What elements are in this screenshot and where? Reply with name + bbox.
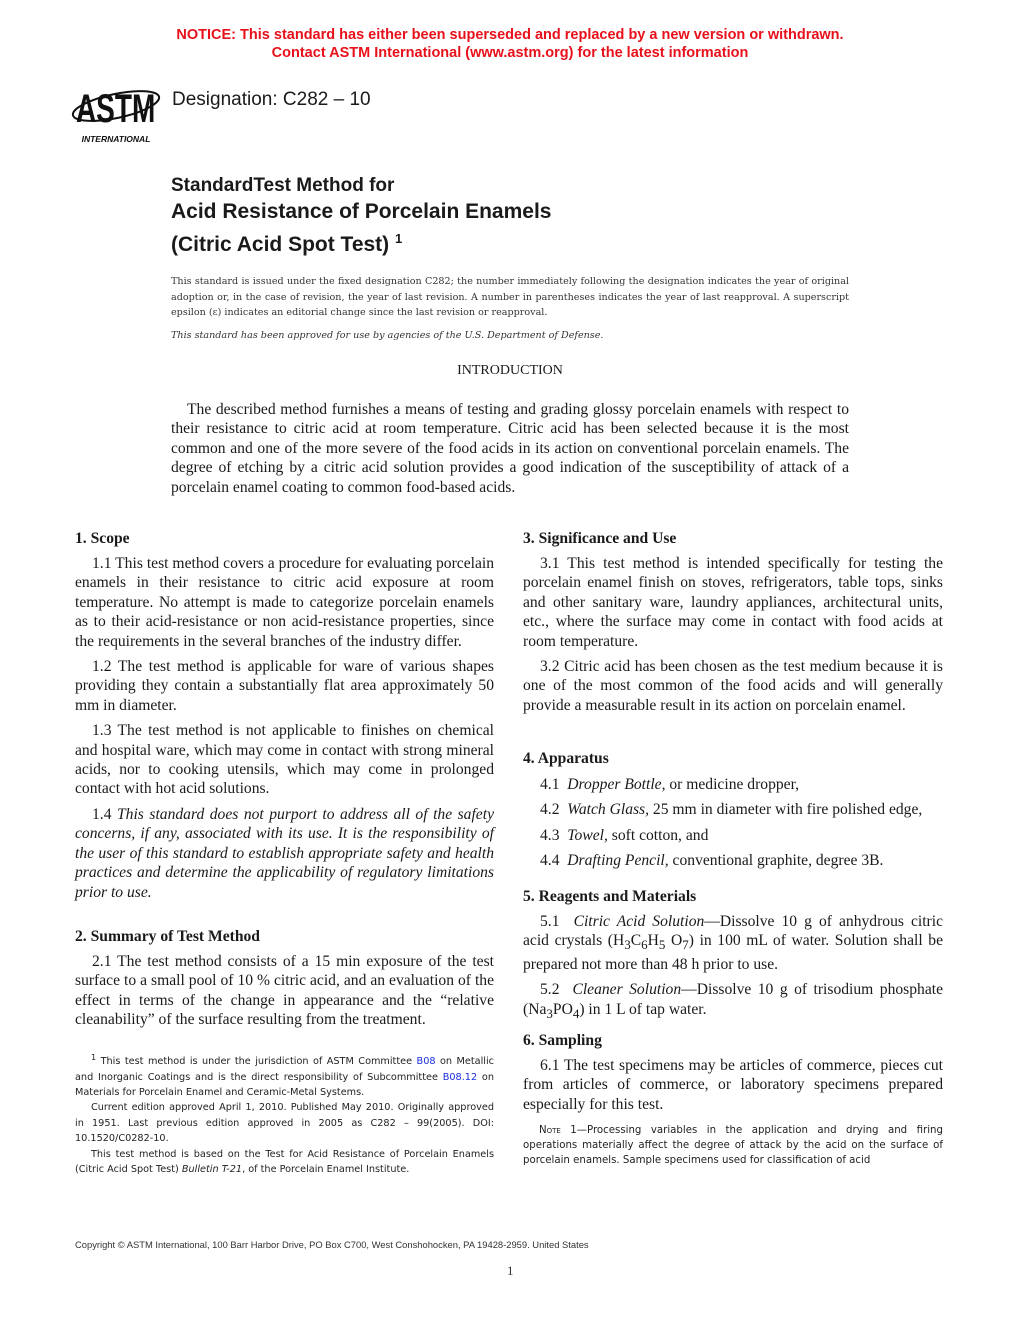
paragraph-6-1: 6.1 The test specimens may be articles of commerce, pieces cut from articles of commerce, or laboratory specimens prepared especially for this test. [523,1057,943,1113]
title-line-2: Acid Resistance of Porcelain Enamels [171,200,552,223]
paragraph-1-2: 1.2 The test method is applicable for ware of various shapes providing they contain a substantially flat area approximately 50 mm in diameter. [75,658,494,714]
section-heading: 4. Apparatus [523,750,609,767]
item-number: 4.4 [540,852,560,870]
item-name: Watch Glass, [567,801,650,819]
text: ) in 100 mL of water. Solution shall be prepared not more than 48 h prior to use. [523,932,943,973]
section-heading: 2. Summary of Test Method [75,928,260,945]
notice-line-1: NOTICE: This standard has either been superseded and replaced by a new version or withdrawn. [176,27,844,43]
item-desc: or medicine dropper, [665,776,800,793]
withdrawn-notice [0,26,1020,62]
text: C [630,932,642,950]
section-reagents [523,887,943,1023]
paragraph-1-1: 1.1 This test method covers a procedure for evaluating porcelain enamels in their resistance to citric acid exposure at room temperature. No attempt is made to categorize porcelain enamels as to their acid-resistance or non acid-resistance properties, since the requirements in the several branches of the industry differ. [75,555,494,650]
notice-line-2: Contact ASTM International (www.astm.org) for the latest information [271,45,749,61]
item-number: 4.1 [540,776,560,793]
text: —Dissolve 10 g of anhydrous citric acid crystals (H [523,913,943,950]
subscript: 6 [641,937,648,953]
paragraph-5-2 [523,980,943,1023]
paragraph-number: 1.4 [92,805,112,823]
bulletin-reference: Bulletin T-21 [181,1164,243,1176]
edition-note: Current edition approved April 1, 2010. Published May 2010. Originally approved in 1951. Last previous edition approved in 2005 as C282 – 99(2005). DOI: 10.1520/C0282-10. [75,1102,494,1145]
section-scope [75,529,494,902]
based-on-note [75,1147,494,1178]
apparatus-item [523,851,943,870]
introduction-text: The described method furnishes a means of testing and grading glossy porcelain enamels with respect to their resistance to citric acid at room temperature. Citric acid has been selected because it is the most common and one of the more severe of the food acids in its action on conventional porcelain enamels. The degree of etching by a citric acid solution provides a good indication of the susceptibility of attack of a porcelain enamel coating to common food-based acids. [171,401,849,496]
item-number: 4.2 [540,801,560,819]
footnote-1 [75,1050,494,1100]
reagent-name: Cleaner Solution [572,981,682,999]
item-desc: soft cotton, and [607,826,709,844]
paragraph-1-3: 1.3 The test method is not applicable to finishes on chemical and hospital ware, which may come in contact with strong mineral acids, nor to cooking utensils, which may come in prolonged contact with hot acid solutions. [75,722,494,798]
subcommittee-b08-12-link[interactable]: B08.12 [442,1071,478,1083]
footnote-text: This test method is based on the Test for Acid Resistance of Porcelain Enamels (Citric Acid Spot Test) [75,1148,494,1176]
section-apparatus [523,749,943,871]
subscript: 3 [546,1005,553,1021]
section-heading: 1. Scope [75,530,130,547]
title-footnote-ref: 1 [395,231,403,246]
dod-approval-statement: This standard has been approved for use by agencies of the U.S. Department of Defense. [171,330,604,341]
footnote-text: , of the Porcelain Enamel Institute. [242,1164,410,1176]
reagent-name: Citric Acid Solution [573,913,705,930]
item-number: 4.3 [540,826,560,844]
text: PO [552,1000,573,1018]
item-name: Dropper Bottle, [567,776,666,793]
section-summary [75,927,494,1030]
issuance-statement: This standard is issued under the fixed designation C282; the number immediately following the designation indicates the year of original adoption or, in the case of revision, the year of last revision. A number in parentheses indicates the year of last reapproval. A superscript epsilon (ε) indicates an editorial change since the last revision or reapproval. [171,276,849,318]
paragraph-2-1: 2.1 The test method consists of a 15 min exposure of the test surface to a small pool of 10 % citric acid, and an evaluation of the effect in terms of the change in appearance and the “relative cleanability” of the surface resulting from the treatment. [75,953,494,1029]
section-sampling [523,1031,943,1114]
subscript: 4 [572,1005,580,1021]
apparatus-item [523,826,943,845]
text: O [665,932,683,950]
page-number: 1 [507,1263,514,1278]
astm-logo-icon [68,78,164,144]
title-line-3-text: (Citric Acid Spot Test) [171,233,390,256]
introduction-heading: INTRODUCTION [457,363,563,378]
paragraph-number: 5.1 [540,913,560,930]
subscript: 3 [624,937,631,953]
item-desc: 25 mm in diameter with fire polished edge, [649,801,923,819]
item-desc: conventional graphite, degree 3B. [668,852,884,870]
apparatus-item [523,775,943,794]
svg-text:INTERNATIONAL: INTERNATIONAL [81,134,151,144]
title-line-3 [171,225,551,258]
item-name: Towel, [567,826,608,844]
section-heading: 5. Reagents and Materials [523,888,697,905]
designation: Designation: C282 – 10 [172,89,371,110]
astm-logo [68,78,164,144]
subscript: 5 [658,937,666,953]
paragraph-3-1: 3.1 This test method is intended specifically for testing the porcelain enamel finish on stoves, refrigerators, table tops, sinks and other sanitary ware, laundry appliances, architectural units, etc., where the surface may come in contact with food acids at room temperature. [523,555,943,650]
footnote-marker: 1 [91,1052,97,1062]
text: —Dissolve 10 g of trisodium phosphate (Na [523,981,943,1018]
footnote-text: This test method is under the jurisdiction of ASTM Committee [96,1056,417,1068]
committee-b08-link[interactable]: B08 [416,1056,436,1068]
footnotes [75,1050,494,1177]
note-1 [523,1123,943,1169]
subscript: 7 [682,937,689,953]
footnote-text: on Materials for Porcelain Enamel and Ceramic-Metal Systems. [75,1071,494,1099]
paragraph-number: 5.2 [540,981,560,999]
note-label: Note 1 [539,1125,577,1136]
copyright-line: Copyright © ASTM International, 100 Barr Harbor Drive, PO Box C700, West Conshohocken, PA 19428-2959. United States [75,1239,589,1250]
paragraph-5-1 [523,912,943,974]
title-line-1: StandardTest Method for [171,175,395,196]
footnote-text: on Metallic and Inorganic Coatings and is the direct responsibility of Subcommittee [75,1056,494,1083]
paragraph-3-2: 3.2 Citric acid has been chosen as the test medium because it is one of the most common of the food acids and will generally provide a measurable result in its action on porcelain enamel. [523,658,943,714]
section-heading: 6. Sampling [523,1032,602,1049]
text: ) in 1 L of tap water. [579,1000,707,1018]
item-name: Drafting Pencil, [567,852,669,870]
note-text: —Processing variables in the application and drying and firing operations materially affect the degree of attack by the acid on the surface of porcelain enamels. Sample specimens used for classification of acid [523,1125,943,1167]
svg-text:ASTM: ASTM [75,87,156,132]
text: H [647,932,659,950]
safety-statement: This standard does not purport to address all of the safety concerns, if any, associated with its use. It is the responsibility of the user of this standard to establish appropriate safety and health practices and determine the applicability of regulatory limitations prior to use. [75,805,494,901]
document-title [171,174,551,258]
paragraph-1-4 [75,805,494,902]
section-significance [523,529,943,715]
section-heading: 3. Significance and Use [523,530,677,547]
apparatus-item [523,800,943,819]
